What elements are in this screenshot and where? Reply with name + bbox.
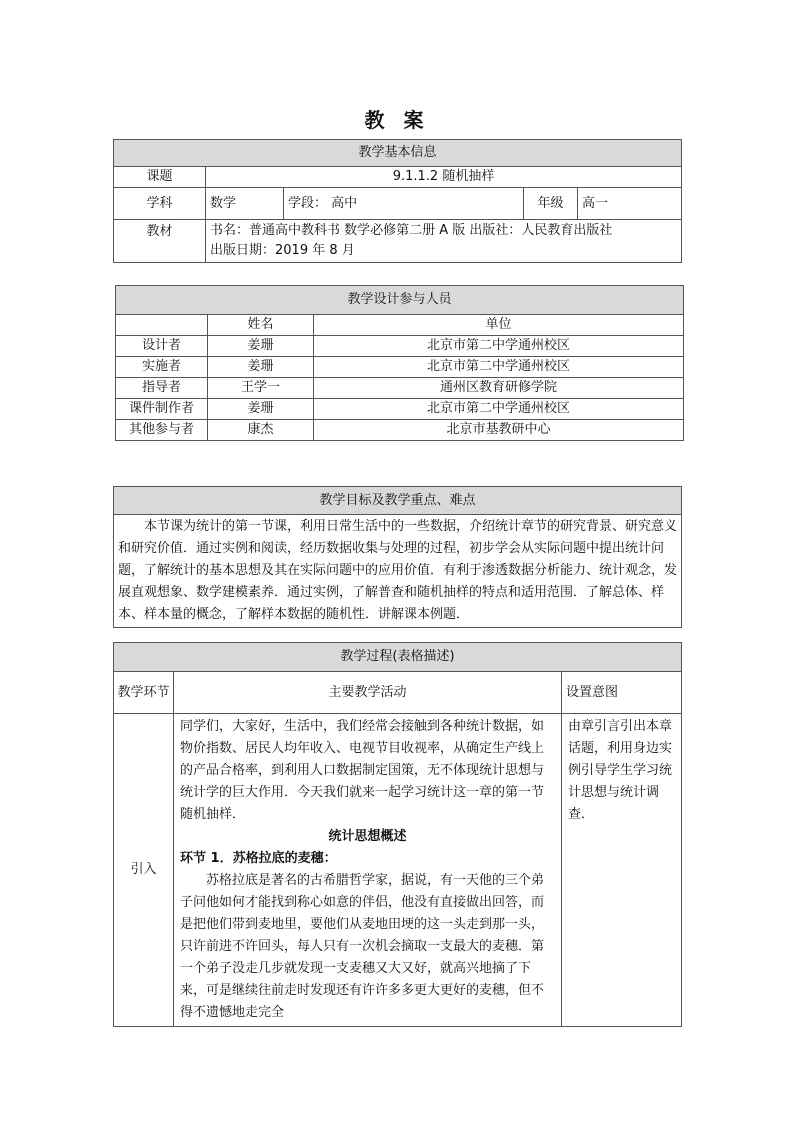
story-paragraph: 苏格拉底是著名的古希腊哲学家，据说，有一天他的三个弟子问他如何才能找到称心如意的伴侣，他没有直接做出回答，而是把他们带到麦地里，要他们从麦地田埂的这一头走到那一头，只许前进不许回头，每人只有一次机会摘取一支最大的麦穗．第一个弟子没走几步就发现一支麦穗又大又好，就高兴地摘了下来，可是继续往前走时发现还有许许多多更大更好的麦穗，但不得不遗憾地走完全 [180, 873, 545, 1020]
col-name-header: 姓名 [208, 315, 314, 336]
role-cell: 实施者 [116, 357, 208, 378]
unit-cell: 通州区教育研修学院 [314, 378, 684, 399]
topic-label: 课题 [114, 167, 206, 188]
process-table [113, 642, 682, 1027]
unit-cell: 北京市第二中学通州校区 [314, 399, 684, 420]
link-title: 环节 1．苏格拉底的麦穗： [180, 851, 337, 866]
name-cell: 康杰 [208, 420, 314, 441]
col-intent-header: 设置意图 [562, 672, 682, 714]
topic-value: 9.1.1.2 随机抽样 [206, 167, 682, 188]
role-cell: 设计者 [116, 336, 208, 357]
basic-info-header: 教学基本信息 [114, 140, 682, 167]
unit-cell: 北京市第二中学通州校区 [314, 357, 684, 378]
name-cell: 姜珊 [208, 399, 314, 420]
table-row [116, 399, 684, 420]
name-cell: 姜珊 [208, 357, 314, 378]
grade-label: 年级 [524, 188, 578, 220]
table-row [116, 378, 684, 399]
subject-label: 学科 [114, 188, 206, 220]
col-stage-header: 教学环节 [114, 672, 174, 714]
textbook-line-2: 出版日期：2019 年 8 月 [210, 243, 355, 258]
name-cell: 王学一 [208, 378, 314, 399]
stage-cell: 引入 [114, 714, 174, 1027]
subject-value: 数学 [206, 188, 284, 220]
basic-info-table [113, 139, 682, 263]
unit-cell: 北京市基教研中心 [314, 420, 684, 441]
goals-table [113, 486, 682, 628]
participants-header: 教学设计参与人员 [116, 286, 684, 315]
goals-text: 本节课为统计的第一节课，利用日常生活中的一些数据，介绍统计章节的研究背景、研究意义和研究价值．通过实例和阅读，经历数据收集与处理的过程，初步学会从实际问题中提出统计问题，了解统计的基本思想及其在实际问题中的应用价值．有利于渗透数据分析能力、统计观念，发展直观想象、数学建模素养．通过实例，了解普查和随机抽样的特点和适用范围．了解总体、样本、样本量的概念，了解样本数据的随机性．讲解课本例题． [114, 515, 682, 628]
textbook-label: 教材 [114, 220, 206, 263]
grade-value: 高一 [578, 188, 682, 220]
table-row [116, 357, 684, 378]
unit-cell: 北京市第二中学通州校区 [314, 336, 684, 357]
role-cell: 课件制作者 [116, 399, 208, 420]
textbook-line-1: 书名：普通高中教科书 数学必修第二册 A 版 出版社：人民教育出版社 [210, 223, 613, 238]
intent-cell: 由章引言引出本章话题，利用身边实例引导学生学习统计思想与统计调查． [562, 714, 682, 1027]
participants-corner [116, 315, 208, 336]
role-cell: 指导者 [116, 378, 208, 399]
intro-paragraph: 同学们，大家好，生活中，我们经常会接触到各种统计数据，如物价指数、居民人均年收入、电视节目收视率，从确定生产线上的产品合格率，到利用人口数据制定国策，无不体现统计思想与统计学的巨大作用．今天我们就来一起学习统计这一章的第一节 随机抽样． [180, 719, 545, 822]
role-cell: 其他参与者 [116, 420, 208, 441]
document-title: 教 案 [364, 108, 430, 132]
participants-table [115, 285, 684, 441]
process-header: 教学过程(表格描述) [114, 643, 682, 672]
goals-header: 教学目标及教学重点、难点 [114, 487, 682, 515]
col-activity-header: 主要教学活动 [174, 672, 562, 714]
name-cell: 姜珊 [208, 336, 314, 357]
textbook-info [206, 220, 682, 263]
table-row [116, 420, 684, 441]
stage-label: 学段： 高中 [284, 188, 524, 220]
section-title: 统计思想概述 [328, 829, 407, 844]
col-unit-header: 单位 [314, 315, 684, 336]
table-row [116, 336, 684, 357]
activity-cell [174, 714, 562, 1027]
